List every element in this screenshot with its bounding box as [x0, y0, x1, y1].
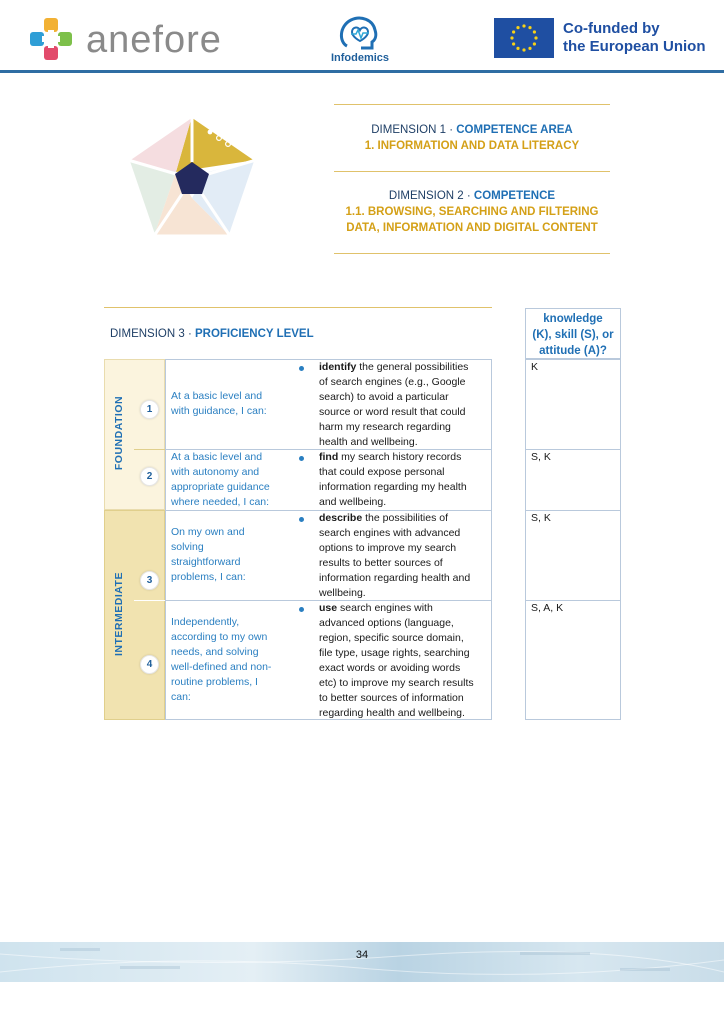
outcome-1-verb: identify	[319, 361, 357, 373]
dimension-2	[334, 188, 610, 236]
outcome-4-line: etc) to improve my search results	[319, 677, 474, 689]
eu-flag-icon	[494, 18, 554, 58]
level-badge-2: 2	[140, 467, 159, 486]
foundation-label: FOUNDATION	[113, 395, 125, 471]
level-4-line: needs, and solving	[171, 646, 259, 658]
outcome-3-line: search engines with advanced	[319, 527, 461, 539]
ksa-value-4: S, A, K	[531, 602, 564, 614]
outcome-2-verb: find	[319, 451, 339, 463]
outcome-1	[319, 360, 489, 450]
outcome-4-line: exact words or avoiding words	[319, 662, 461, 674]
eu-line-1: Co-funded by	[563, 20, 660, 37]
outcome-4	[319, 601, 489, 721]
level-4-line: Independently,	[171, 616, 240, 628]
level-1-line: with guidance, I can:	[171, 405, 267, 417]
dim2-prefix: DIMENSION 2 ·	[388, 190, 474, 202]
outcome-3-line: options to improve my search	[319, 542, 457, 554]
level-2-line: At a basic level and	[171, 451, 263, 463]
dim1-label: COMPETENCE AREA	[456, 124, 573, 136]
outcome-1-line: harm my research regarding	[319, 421, 451, 433]
outcome-3-verb: describe	[319, 512, 363, 524]
competence-pentagon-graphic	[124, 112, 260, 242]
footer-pattern-graphic	[0, 942, 724, 982]
outcome-1-line: of search engines (e.g., Google	[319, 376, 466, 388]
ksa-value-1: K	[531, 361, 539, 373]
dim1-top-rule	[334, 104, 610, 105]
level-badge-3: 3	[140, 571, 159, 590]
outcome-2-line: information regarding my health	[319, 481, 467, 493]
outcome-3-line: wellbeing.	[319, 587, 366, 599]
outcome-3-text: the possibilities of	[362, 512, 448, 524]
outcome-2-line: and wellbeing.	[319, 496, 387, 508]
dim2-bottom-rule	[334, 253, 610, 254]
infodemics-logo	[325, 12, 395, 68]
dimension-3-heading	[110, 326, 314, 342]
outcome-4-line: to better sources of information	[319, 692, 464, 704]
level-4-line: well-defined and non-	[171, 661, 272, 673]
bullet-icon	[299, 366, 304, 371]
outcome-3-line: information regarding health and	[319, 572, 471, 584]
project-name: Infodemics	[330, 52, 390, 64]
ksa-value-3: S, K	[531, 512, 551, 524]
outcome-4-text: search engines with	[337, 602, 433, 614]
dim3-label: PROFICIENCY LEVEL	[194, 328, 314, 340]
dimension-1	[334, 122, 610, 154]
outcome-4-line: region, specific source domain,	[319, 632, 464, 644]
level-badge-4: 4	[140, 655, 159, 674]
outcome-4-line: file type, usage rights, searching	[319, 647, 470, 659]
dim2-value-line-1: 1.1. BROWSING, SEARCHING AND FILTERING	[345, 206, 599, 218]
level-description-2	[171, 450, 296, 510]
band-divider-3-4	[134, 600, 165, 601]
outcome-1-line: search) to avoid a particular	[319, 391, 449, 403]
outcome-2-text: my search history records	[338, 451, 462, 463]
ksa-header-line-1: knowledge	[543, 313, 603, 325]
level-badge-1: 1	[140, 400, 159, 419]
bullet-icon	[299, 607, 304, 612]
level-4-line: can:	[171, 691, 191, 703]
dim2-value-line-2: DATA, INFORMATION AND DIGITAL CONTENT	[346, 222, 598, 234]
eu-cofunded-text	[563, 20, 706, 56]
ksa-column-header	[525, 308, 621, 359]
band-divider-1-2	[134, 449, 165, 450]
dim2-label: COMPETENCE	[473, 190, 556, 202]
footer-banner	[0, 942, 724, 982]
dim3-prefix: DIMENSION 3 ·	[110, 328, 195, 340]
brand-name: anefore	[86, 19, 222, 61]
anefore-logo-icon	[30, 18, 72, 60]
bullet-icon	[299, 456, 304, 461]
level-3-line: problems, I can:	[171, 571, 246, 583]
intermediate-label: INTERMEDIATE	[113, 572, 125, 656]
outcome-1-line: source or word result that could	[319, 406, 466, 418]
head-heart-icon	[325, 12, 395, 52]
outcome-4-line: regarding health and wellbeing.	[319, 707, 465, 719]
ksa-header-line-3: attitude (A)?	[539, 345, 607, 357]
page-number: 34	[355, 949, 369, 961]
outcome-3-line: results to better sources of	[319, 557, 443, 569]
outcome-2	[319, 450, 489, 510]
level-description-1	[171, 389, 296, 419]
level-2-line: appropriate guidance	[171, 481, 270, 493]
level-3-line: straightforward	[171, 556, 241, 568]
level-2-line: with autonomy and	[171, 466, 260, 478]
level-4-line: routine problems, I	[171, 676, 258, 688]
outcome-2-line: that could expose personal	[319, 466, 445, 478]
level-description-3	[171, 525, 296, 585]
outcome-3	[319, 511, 489, 601]
bullet-icon	[299, 517, 304, 522]
dim1-value: 1. INFORMATION AND DATA LITERACY	[364, 140, 580, 152]
outcome-4-verb: use	[319, 602, 338, 614]
outcome-4-line: advanced options (language,	[319, 617, 454, 629]
ksa-column	[525, 359, 621, 720]
level-3-line: solving	[171, 541, 204, 553]
level-description-4	[171, 615, 296, 705]
outcome-1-line: health and wellbeing.	[319, 436, 418, 448]
eu-line-2: the European Union	[563, 38, 706, 55]
level-2-line: where needed, I can:	[171, 496, 270, 508]
dim1-prefix: DIMENSION 1 ·	[371, 124, 457, 136]
dim1-bottom-rule	[334, 171, 610, 172]
dim3-top-rule	[104, 307, 492, 308]
level-1-line: At a basic level and	[171, 390, 263, 402]
level-3-line: On my own and	[171, 526, 245, 538]
header-divider	[0, 70, 724, 73]
outcome-1-text: the general possibilities	[356, 361, 469, 373]
ksa-value-2: S, K	[531, 451, 551, 463]
level-4-line: according to my own	[171, 631, 268, 643]
ksa-header-line-2: (K), skill (S), or	[532, 329, 614, 341]
